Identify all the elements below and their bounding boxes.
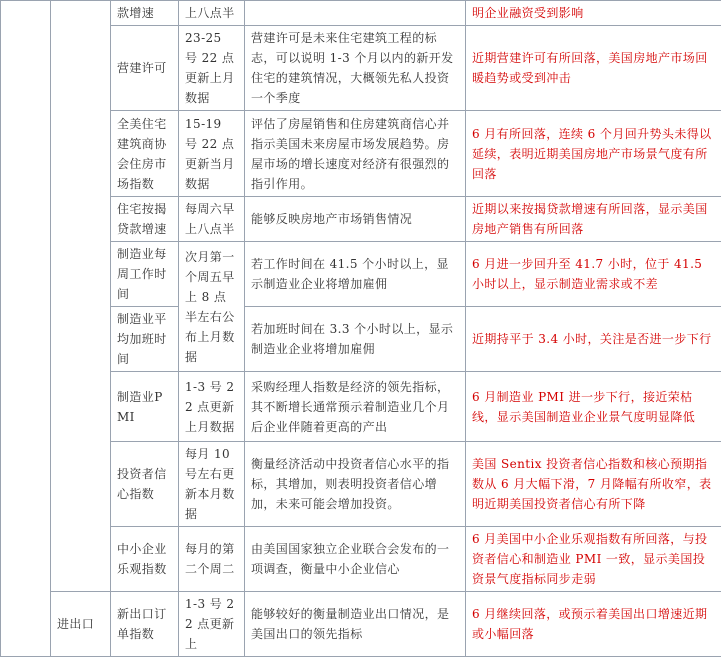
impact-cell: 6 月进一步回升至 41.7 小时，位于 41.5 小时以上，显示制造业需求或不差 [466, 242, 721, 307]
impact-cell: 近期持平于 3.4 小时，关注是否进一步下行 [466, 307, 721, 372]
description-cell: 衡量经济活动中投资者信心水平的指标，其增加，则表明投资者信心增加，未来可能会增加投资。 [245, 442, 466, 527]
impact-cell: 6 月有所回落，连续 6 个月回升势头未得以延续，表明近期美国房地产市场景气度有所回落 [466, 111, 721, 197]
impact-cell: 近期营建许可有所回落，美国房地产市场回暖趋势或受到冲击 [466, 26, 721, 111]
release-cell: 每周六早上八点半 [179, 197, 245, 242]
indicator-cell: 中小企业乐观指数 [111, 527, 179, 592]
impact-cell: 6 月继续回落，或预示着美国出口增速近期或小幅回落 [466, 592, 721, 657]
release-cell: 上八点半 [179, 1, 245, 26]
indicator-cell: 制造业每周工作时间 [111, 242, 179, 307]
indicator-cell: 制造业PMI [111, 372, 179, 442]
table-row [1, 592, 721, 657]
release-cell: 1-3 号 22 点更新上 [179, 592, 245, 657]
impact-cell: 美国 Sentix 投资者信心指数和核心预期指数从 6 月大幅下滑，7 月降幅有所收窄，表明近期美国投资者信心有所下降 [466, 442, 721, 527]
indicator-cell: 新出口订单指数 [111, 592, 179, 657]
description-cell: 若工作时间在 41.5 个小时以上，显示制造业企业将增加雇佣 [245, 242, 466, 307]
release-cell: 1-3 号 22 点更新上月数据 [179, 372, 245, 442]
category-cell-empty [1, 1, 51, 657]
indicator-cell: 营建许可 [111, 26, 179, 111]
indicator-cell: 制造业平均加班时间 [111, 307, 179, 372]
description-cell: 营建许可是未来住宅建筑工程的标志，可以说明 1-3 个月以内的新开发住宅的建筑情况，大概领先私人投资一个季度 [245, 26, 466, 111]
release-cell: 23-25 号 22 点更新上月数据 [179, 26, 245, 111]
category-cell-empty [51, 1, 111, 592]
indicator-cell: 全美住宅建筑商协会住房市场指数 [111, 111, 179, 197]
description-cell: 评估了房屋销售和住房建筑商信心并指示美国未来房屋市场发展趋势。房屋市场的增长速度对经济有很强烈的指引作用。 [245, 111, 466, 197]
indicator-cell: 投资者信心指数 [111, 442, 179, 527]
impact-cell: 6 月制造业 PMI 进一步下行，接近荣枯线，显示美国制造业企业景气度明显降低 [466, 372, 721, 442]
description-cell [245, 1, 466, 26]
indicator-cell: 款增速 [111, 1, 179, 26]
release-cell: 每月的第二个周二 [179, 527, 245, 592]
description-cell: 能够较好的衡量制造业出口情况，是美国出口的领先指标 [245, 592, 466, 657]
category-cell: 进出口 [51, 592, 111, 657]
impact-cell: 明企业融资受到影响 [466, 1, 721, 26]
description-cell: 由美国国家独立企业联合会发布的一项调查，衡量中小企业信心 [245, 527, 466, 592]
impact-cell: 6 月美国中小企业乐观指数有所回落，与投资者信心和制造业 PMI 一致，显示美国投资景气度指标同步走弱 [466, 527, 721, 592]
release-cell: 15-19 号 22 点更新当月数据 [179, 111, 245, 197]
description-cell: 若加班时间在 3.3 个小时以上，显示制造业企业将增加雇佣 [245, 307, 466, 372]
indicator-cell: 住宅按揭贷款增速 [111, 197, 179, 242]
impact-cell: 近期以来按揭贷款增速有所回落，显示美国房地产销售有所回落 [466, 197, 721, 242]
release-cell: 次月第一个周五早上 8 点半左右公布上月数据 [179, 242, 245, 372]
description-cell: 采购经理人指数是经济的领先指标，其不断增长通常预示着制造业几个月后企业伴随着更高的产出 [245, 372, 466, 442]
release-cell: 每月 10 号左右更新本月数据 [179, 442, 245, 527]
table-row [1, 1, 721, 26]
description-cell: 能够反映房地产市场销售情况 [245, 197, 466, 242]
